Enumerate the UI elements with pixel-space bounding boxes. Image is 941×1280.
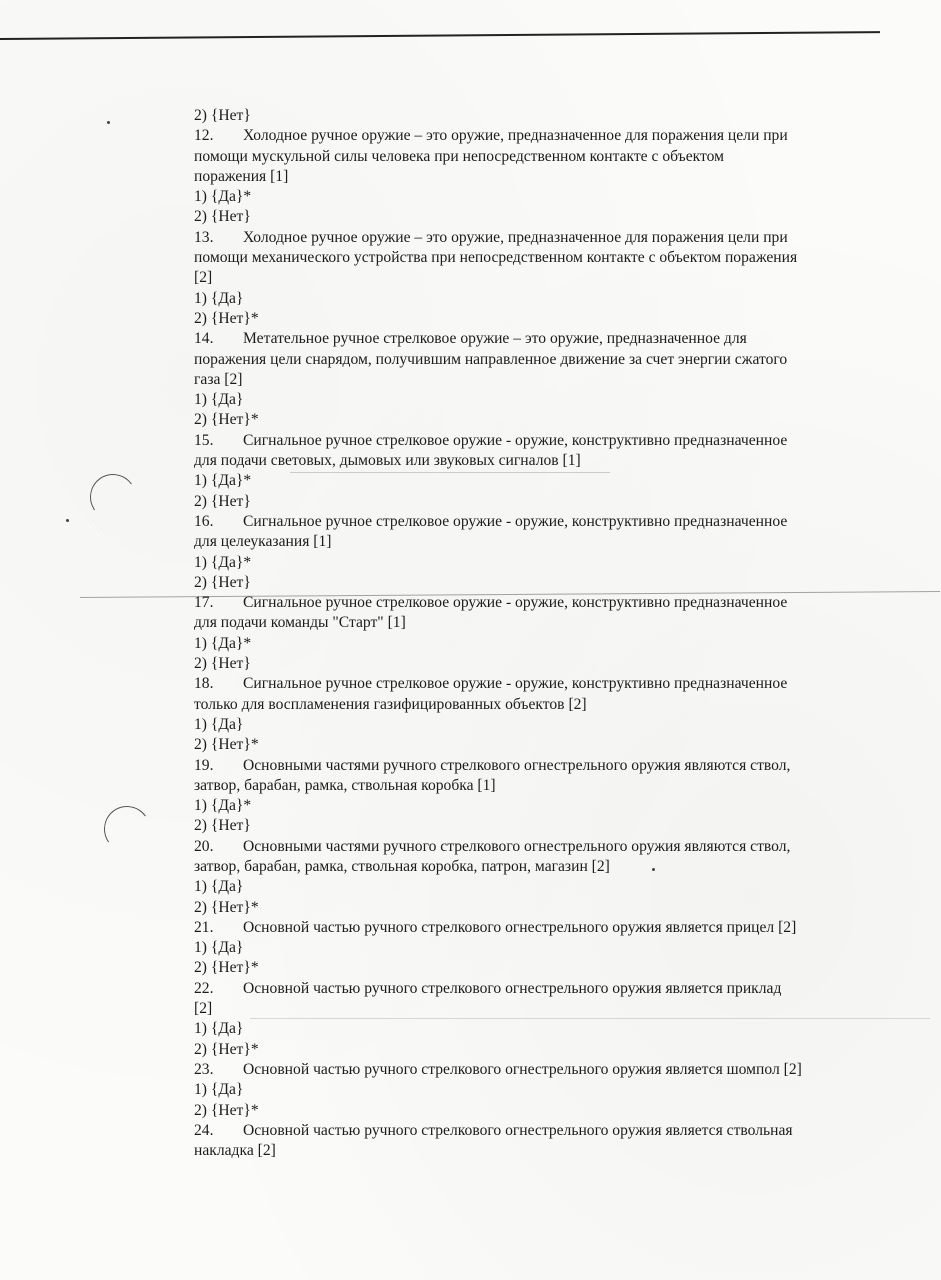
question-first-line (194, 512, 894, 532)
answer-option: 1) {Да}* (194, 797, 252, 815)
question-block (194, 1060, 894, 1121)
question-continuation-line (194, 1141, 894, 1161)
question-first-line (194, 918, 894, 938)
answer-option: 1) {Да}* (194, 188, 252, 206)
question-first-line (194, 837, 894, 857)
answer-option: 2) {Нет} (194, 208, 251, 226)
question-block (194, 1121, 894, 1162)
scan-speck (66, 519, 69, 522)
question-first-line (194, 1060, 894, 1080)
question-number: 17. (194, 594, 214, 612)
question-text: Сигнальное ручное стрелковое оружие - оружие, конструктивно предназначенное (243, 512, 788, 530)
question-number: 21. (194, 918, 214, 936)
question-text: [2] (194, 269, 213, 287)
question-block (194, 431, 894, 512)
question-number: 15. (194, 431, 214, 449)
question-number: 13. (194, 228, 214, 246)
question-number: 24. (194, 1121, 214, 1139)
question-continuation-line (194, 451, 894, 471)
question-text: Основной частью ручного стрелкового огнестрельного оружия является прицел [2] (243, 918, 797, 936)
question-text: Холодное ручное оружие – это оружие, предназначенное для поражения цели при (243, 127, 788, 145)
question-text: для целеуказания [1] (194, 533, 332, 551)
answer-option: 1) {Да} (194, 939, 244, 957)
question-number: 23. (194, 1060, 214, 1078)
answer-option: 2) {Нет}* (194, 898, 259, 916)
answer-option: 2) {Нет}* (194, 411, 259, 429)
question-text: для подачи команды "Старт" [1] (194, 614, 406, 632)
question-block (194, 837, 894, 918)
question-text: [2] (194, 1000, 213, 1018)
question-block (194, 228, 894, 329)
question-text: помощи мускульной силы человека при непосредственном контакте с объектом (194, 147, 724, 165)
question-continuation-line (194, 999, 894, 1019)
question-text: помощи механического устройства при непосредственном контакте с объектом поражения (194, 249, 798, 267)
question-text: только для воспламенения газифицированных объектов [2] (194, 695, 587, 713)
answer-option: 1) {Да}* (194, 472, 252, 490)
question-continuation-line (194, 350, 894, 370)
question-text: Основной частью ручного стрелкового огнестрельного оружия является шомпол [2] (243, 1060, 802, 1078)
question-text: Сигнальное ручное стрелковое оружие - оружие, конструктивно предназначенное (243, 675, 788, 693)
answer-option: 1) {Да} (194, 289, 244, 307)
question-continuation-line (194, 695, 894, 715)
question-block (194, 918, 894, 979)
question-number: 18. (194, 675, 214, 693)
question-list (194, 106, 894, 1161)
answer-option: 2) {Нет} (194, 573, 251, 591)
question-first-line (194, 431, 894, 451)
question-continuation-line (194, 147, 894, 167)
question-block (194, 593, 894, 674)
question-number: 14. (194, 330, 214, 348)
question-continuation-line (194, 776, 894, 796)
question-first-line (194, 126, 894, 146)
question-first-line (194, 228, 894, 248)
question-text: поражения цели снарядом, получившим направленное движение за счет энергии сжатого (194, 350, 788, 368)
question-block (194, 329, 894, 430)
question-first-line (194, 329, 894, 349)
scan-speck (107, 121, 110, 124)
question-first-line (194, 674, 894, 694)
question-continuation-line (194, 532, 894, 552)
question-text: газа [2] (194, 370, 243, 388)
question-number: 20. (194, 837, 214, 855)
answer-option: 2) {Нет}* (194, 1040, 259, 1058)
answer-option: 1) {Да} (194, 878, 244, 896)
question-number: 12. (194, 127, 214, 145)
question-text: Основной частью ручного стрелкового огнестрельного оружия является приклад (243, 979, 782, 997)
question-continuation-line (194, 248, 894, 268)
answer-option: 2) {Нет}* (194, 736, 259, 754)
answer-option: 1) {Да} (194, 715, 244, 733)
question-number: 19. (194, 756, 214, 774)
question-block (194, 979, 894, 1060)
answer-option: 1) {Да} (194, 391, 244, 409)
answer-option: 1) {Да} (194, 1020, 244, 1038)
question-continuation-line (194, 167, 894, 187)
question-number: 16. (194, 512, 214, 530)
question-text: Сигнальное ручное стрелковое оружие - оружие, конструктивно предназначенное (243, 431, 788, 449)
top-horizontal-rule (0, 31, 880, 40)
question-continuation-line (194, 268, 894, 288)
question-text: поражения [1] (194, 167, 289, 185)
punch-hole-mark (86, 470, 139, 523)
answer-line: 2) {Нет} (194, 107, 251, 124)
question-text: затвор, барабан, рамка, ствольная коробка, патрон, магазин [2] (194, 857, 610, 875)
answer-option: 2) {Нет} (194, 492, 251, 510)
answer-option: 1) {Да} (194, 1081, 244, 1099)
question-block (194, 126, 894, 227)
question-block (194, 512, 894, 593)
question-text: затвор, барабан, рамка, ствольная коробка [1] (194, 776, 496, 794)
question-first-line (194, 979, 894, 999)
question-text: Холодное ручное оружие – это оружие, предназначенное для поражения цели при (243, 228, 788, 246)
answer-option: 2) {Нет} (194, 655, 251, 673)
punch-hole-mark (100, 802, 153, 855)
question-text: Основными частями ручного стрелкового огнестрельного оружия являются ствол, (243, 756, 791, 774)
question-text: Основными частями ручного стрелкового огнестрельного оружия являются ствол, (243, 837, 791, 855)
answer-option: 2) {Нет}* (194, 309, 259, 327)
question-continuation-line (194, 613, 894, 633)
answer-option: 2) {Нет}* (194, 1101, 259, 1119)
question-block (194, 756, 894, 837)
question-text: Основной частью ручного стрелкового огнестрельного оружия является ствольная (243, 1121, 793, 1139)
question-text: накладка [2] (194, 1142, 276, 1160)
answer-option: 1) {Да}* (194, 634, 252, 652)
question-text: Метательное ручное стрелковое оружие – это оружие, предназначенное для (243, 330, 747, 348)
answer-option: 2) {Нет}* (194, 959, 259, 977)
question-first-line (194, 1121, 894, 1141)
answer-option: 1) {Да}* (194, 553, 252, 571)
question-block (194, 674, 894, 755)
answer-option: 2) {Нет} (194, 817, 251, 835)
question-first-line (194, 756, 894, 776)
question-continuation-line (194, 370, 894, 390)
question-continuation-line (194, 857, 894, 877)
question-text: для подачи световых, дымовых или звуковых сигналов [1] (194, 452, 581, 470)
question-number: 22. (194, 979, 214, 997)
question-first-line (194, 593, 894, 613)
question-text: Сигнальное ручное стрелковое оружие - оружие, конструктивно предназначенное (243, 594, 788, 612)
